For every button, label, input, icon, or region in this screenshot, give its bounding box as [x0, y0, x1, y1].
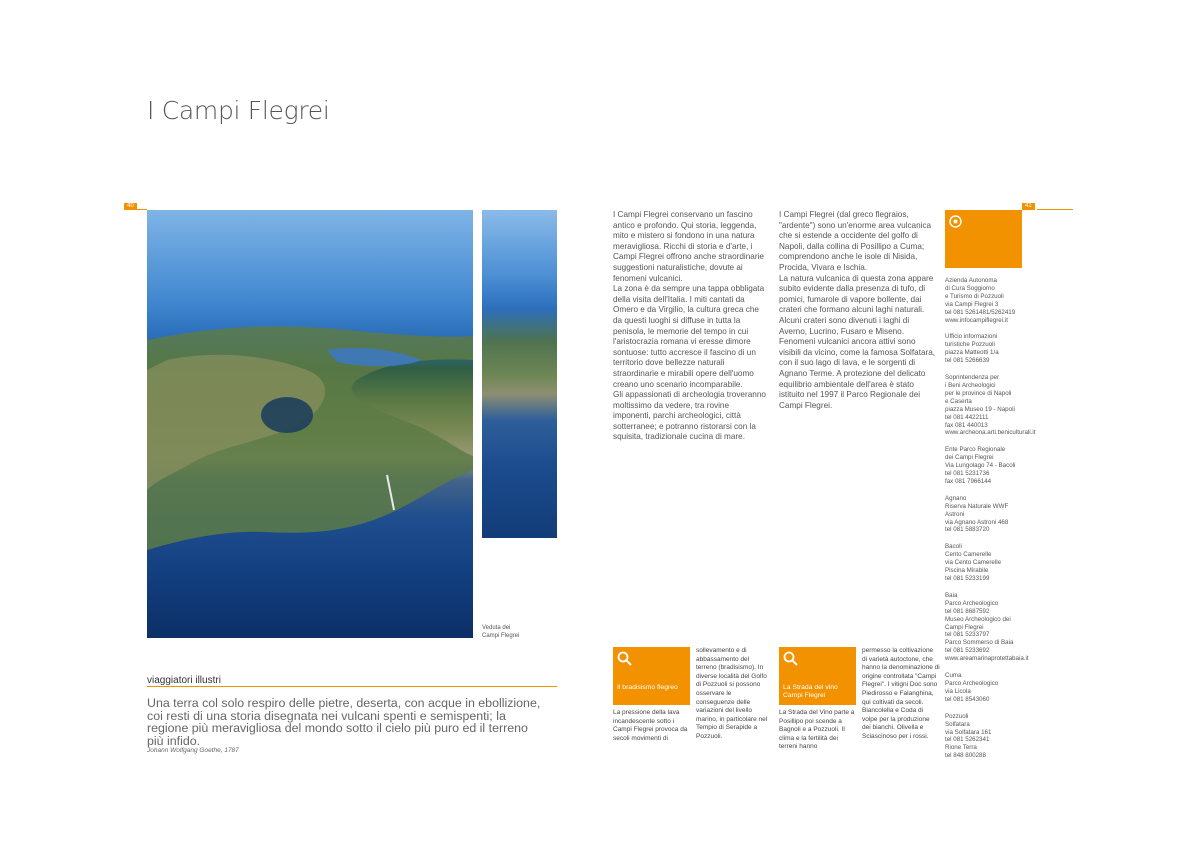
bradisismo-box: [613, 647, 690, 705]
contact-entry: Baia Parco Archeologico tel 081 8687592 Museo Archeologico dei Campi Flegrei tel 081 5233797 Parco Sommerso di Baia tel 081 5233692 www.areamarinaprotettabaia.it: [945, 591, 1029, 663]
secondary-photo: [482, 210, 557, 538]
info-box: [945, 210, 1022, 268]
bradisismo-label: Il bradisismo flegreo: [617, 684, 678, 691]
body-column-2: I Campi Flegrei (dal greco flegraios, "ardente") sono un'enorme area vulcanica che si estende a occidente del golfo di Napoli, dalla collina di Posillipo a Cuma; comprendono anche le isole di Nisida, Procida, Vivara e Ischia. La natura vulcanica di questa zona appare subito evidente dalla presenza di tufo, di pomici, fumarole di vapore bollente, dai crateri che formano alcuni laghi naturali. Alcuni crateri sono divenuti i laghi di Averno, Lucrino, Fusaro e Miseno. Fenomeni vulcanici ancora attivi sono visibili da vicino, come la famosa Solfatara, con il suo lago di lava, e le sorgenti di Agnano Terme. A protezione del delicato equilibrio ambientale dell'area è stato istituito nel 1997 il Parco Regionale dei Campi Flegrei.: [779, 210, 936, 410]
viaggiatori-rule: [147, 686, 557, 687]
photo-caption: [482, 624, 519, 640]
contact-entry: Azienda Autonoma di Cura Soggiorno e Turismo di Pozzuoli via Campi Flegrei 3 tel 081 5261481/5262419 www.infocampiflegrei.it: [945, 277, 1016, 324]
contact-entry: Bacoli Cento Camerelle via Cento Camerelle Piscina Mirabile tel 081 5233199: [945, 543, 1002, 582]
contact-entry: Pozzuoli Solfatara via Solfatara 161 tel 081 5262341 Rione Terra tel 848 800288: [945, 712, 992, 760]
magnifier-icon: [783, 651, 799, 672]
quote-author: Johann Wolfgang Goethe, 1787: [147, 747, 239, 754]
contact-entry: Agnano Riserva Naturale WWF Astroni via Agnano Astroni 468 tel 081 5883720: [945, 494, 1009, 534]
strada-vino-box: [779, 647, 856, 705]
page-rule-left: [124, 209, 147, 210]
body-column-1: I Campi Flegrei conservano un fascino antico e profondo. Qui storia, leggenda, mito e mistero si fondono in una natura meravigliosa. Ricchi di storia e d'arte, i Campi Flegrei offrono anche straordinarie suggestioni naturalistiche, dovute ai fenomeni vulcanici. La zona è da sempre una tappa obbligata della visita dell'Italia. I miti cantati da Omero e da Virgilio, la cultura greca che da questi luoghi si diffuse in tutta la penisola, le memorie del tempo in cui l'aristocrazia romana vi eresse dimore sontuose: tutto accresce il fascino di un territorio dove bellezze naturali straordinarie e mirabili opere dell'uomo creano uno scenario incomparabile. Gli appassionati di archeologia troveranno moltissimo da vedere, tra rovine imponenti, parchi archeologici, città sotterranee; e potranno ristorarsi con la squisita, tradizionale cucina di mare.: [613, 210, 766, 442]
page-title: I Campi Flegrei: [147, 96, 330, 125]
contact-entry: Soprintendenza per i Beni Archeologici per le province di Napoli e Caserta piazza Museo 19 - Napoli tel 081 4422111 fax 081 440013 www.archeona.arti.beniculturali.it: [945, 374, 1036, 437]
strada-vino-text: La Strada del Vino parte a Posillipo poi scende a Bagnoli e a Pozzuoli. Il clima e la fertilità dei terreni hanno: [779, 709, 855, 751]
coastline-illustration: [147, 210, 473, 638]
bradisismo-text: La pressione della lava incandescente sotto i Campi Flegrei provoca da secoli movimenti di: [613, 709, 688, 742]
contact-entry: Ufficio informazioni turistiche Pozzuoli piazza Matteotti 1/a tel 081 5266639: [945, 333, 999, 365]
page-rule-right: [1037, 209, 1073, 210]
viaggiatori-heading: viaggiatori illustri: [147, 675, 221, 686]
contact-entry: Cuma Parco Archeologico via Licola tel 081 8543060: [945, 672, 999, 703]
page-number-right: 41: [1022, 203, 1035, 210]
bradisismo-text-cont: sollevamento e di abbassamento del terreno (bradisismo). In diverse località del Golfo di Pozzuoli si possono osservare le conseguenze delle variazioni del livello marino, in particolare nel Tempio di Serapide a Pozzuoli.: [696, 647, 768, 740]
photo-caption-line1: Veduta dei: [482, 625, 511, 631]
page-number-left: 40: [124, 203, 137, 210]
info-circle-icon: [949, 215, 962, 233]
magnifier-icon: [617, 651, 633, 672]
goethe-quote: Una terra col solo respiro delle pietre, deserta, con acque in ebollizione, coi resti di una storia disegnata nei vulcani spenti e semispenti; la regione più meravigliosa del mondo sotto il cielo più puro ed il terreno più infido.: [147, 696, 541, 748]
contact-entry: Ente Parco Regionale dei Campi Flegrei Via Lungolago 74 - Bacoli tel 081 5231736 fax 081 7966144: [945, 446, 1016, 485]
aerial-photo: [147, 210, 473, 638]
photo-caption-line2: Campi Flegrei: [482, 633, 520, 639]
contacts-sidebar: [945, 277, 1036, 769]
strada-vino-label: La Strada del vino Campi Flegrei: [783, 684, 838, 699]
strada-vino-text-cont: permesso la coltivazione di varietà autoctone, che hanno la denominazione di origine controllata "Campi Flegrei". I vitigni Doc sono Piedirosso e Falanghina, qui coltivati da secoli. Biancolella e Coda di volpe per la produzione dei bianchi. Olivella e Sciascinoso per i rossi.: [862, 647, 940, 740]
